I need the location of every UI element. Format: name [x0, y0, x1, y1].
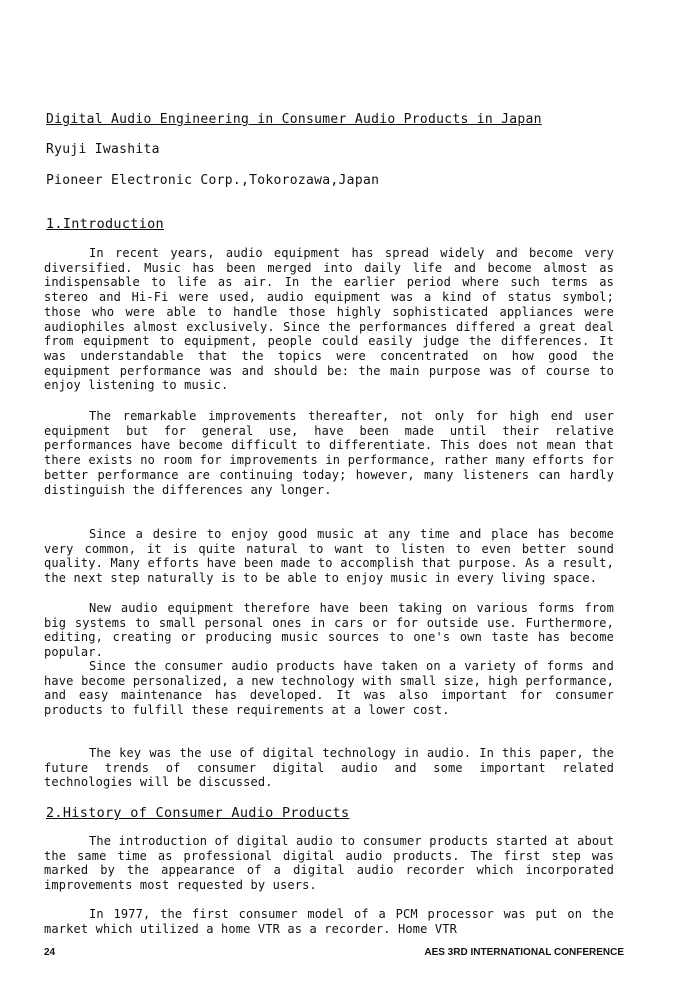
- section-heading-introduction: 1.Introduction: [46, 216, 164, 232]
- author-affiliation: Pioneer Electronic Corp.,Tokorozawa,Japan: [46, 173, 380, 188]
- paragraph: Since a desire to enjoy good music at any time and place has become very common, it is quite natural to want to listen to even better sound quality. Many efforts have been made to accomplish that purpose. As a result, the next step naturally is to be able to enjoy music in every living space.: [44, 527, 614, 586]
- conference-name: AES 3RD INTERNATIONAL CONFERENCE: [424, 947, 624, 958]
- paragraph: Since the consumer audio products have taken on a variety of forms and have become personalized, a new technology with small size, high performance, and easy maintenance has developed. It was also important for consumer products to fulfill these requirements at a lower cost.: [44, 659, 614, 718]
- paragraph: The key was the use of digital technology in audio. In this paper, the future trends of consumer digital audio and some important related technologies will be discussed.: [44, 746, 614, 790]
- section-heading-history: 2.History of Consumer Audio Products: [46, 805, 350, 821]
- author-name: Ryuji Iwashita: [46, 142, 160, 157]
- paragraph: In recent years, audio equipment has spread widely and become very diversified. Music has been merged into daily life and become almost as indispensable to life as air. In the earlier period where such terms as stereo and Hi-Fi were used, audio equipment was a kind of status symbol; those who were able to handle those highly sophisticated appliances were audiophiles almost exclusively. Since the performances differed a great deal from equipment to equipment, people could easily judge the differences. It was understandable that the topics were concentrated on how good the equipment performance was and should be: the main purpose was of course to enjoy listening to music.: [44, 246, 614, 393]
- paragraph: The introduction of digital audio to consumer products started at about the same time as professional digital audio products. The first step was marked by the appearance of a digital audio recorder which incorporated improvements most requested by users.: [44, 834, 614, 893]
- paragraph: The remarkable improvements thereafter, not only for high end user equipment but for general use, have been made until their relative performances have become difficult to differentiate. This does not mean that there exists no room for improvements in performance, rather many efforts for better performance are continuing today; however, many listeners can hardly distinguish the differences any longer.: [44, 409, 614, 497]
- paragraph: New audio equipment therefore have been taking on various forms from big systems to small personal ones in cars or for outside use. Furthermore, editing, creating or producing music sources to one's own taste has become popular.: [44, 601, 614, 660]
- paragraph: In 1977, the first consumer model of a PCM processor was put on the market which utilized a home VTR as a recorder. Home VTR: [44, 907, 614, 936]
- page-number: 24: [44, 947, 56, 958]
- paper-title: Digital Audio Engineering in Consumer Audio Products in Japan: [46, 112, 542, 127]
